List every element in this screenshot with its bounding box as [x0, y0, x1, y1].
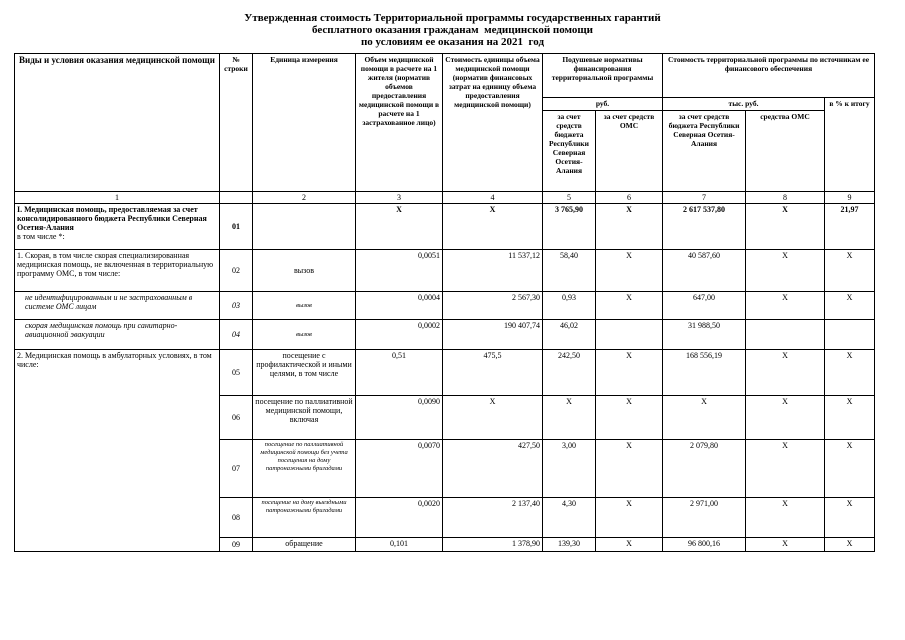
row-unit-cost: 427,50: [443, 440, 543, 498]
row-total-oms: [746, 320, 825, 350]
row-unit: вызов: [253, 320, 356, 350]
column-number: 4: [443, 192, 543, 204]
row-unit-cost: 11 537,12: [443, 250, 543, 292]
row-percent: X: [825, 498, 875, 538]
row-unit-cost: 475,5: [443, 350, 543, 396]
row-per-capita-oms: X: [596, 204, 663, 250]
table-row: [15, 292, 875, 320]
row-percent: 21,97: [825, 204, 875, 250]
row-unit-cost: 1 378,90: [443, 538, 543, 552]
row-per-capita-oms: X: [596, 498, 663, 538]
column-number-row: [15, 192, 875, 204]
row-total-oms: X: [746, 396, 825, 440]
table-row: [15, 204, 875, 250]
row-per-capita-oms: X: [596, 250, 663, 292]
row-number: 06: [220, 396, 253, 440]
row-number: 01: [220, 204, 253, 250]
row-total-budget: 40 587,60: [663, 250, 746, 292]
header-total-cost-group: Стоимость территориальной программы по источникам ее финансового обеспечения: [663, 54, 875, 98]
row-volume: X: [356, 204, 443, 250]
title-line-3: по условиям ее оказания на 2021 год: [360, 36, 545, 48]
row-per-capita-budget: 242,50: [543, 350, 596, 396]
row-unit-cost: 2 567,30: [443, 292, 543, 320]
row-percent: X: [825, 538, 875, 552]
row-total-budget: 96 800,16: [663, 538, 746, 552]
header-kinds: Виды и условия оказания медицинской помощи: [15, 54, 220, 192]
row-per-capita-oms: X: [596, 440, 663, 498]
row-name: не идентифицированным и не застрахованным в системе ОМС лицам: [15, 292, 220, 320]
header-percent: в % к итогу: [825, 98, 875, 192]
row-percent: X: [825, 396, 875, 440]
row-unit: вызов: [253, 250, 356, 292]
row-per-capita-budget: 3 765,90: [543, 204, 596, 250]
row-per-capita-budget: X: [543, 396, 596, 440]
title-line-2: бесплатного оказания гражданам медицинской помощи: [311, 24, 594, 36]
row-total-oms: X: [746, 440, 825, 498]
row-total-oms: X: [746, 538, 825, 552]
column-number: 8: [746, 192, 825, 204]
column-number: 5: [543, 192, 596, 204]
row-unit: [253, 204, 356, 250]
column-number: 6: [596, 192, 663, 204]
document-title: [0, 12, 905, 48]
column-number: 7: [663, 192, 746, 204]
row-volume: 0,51: [356, 350, 443, 396]
row-volume: 0,101: [356, 538, 443, 552]
row-number: 04: [220, 320, 253, 350]
row-total-budget: X: [663, 396, 746, 440]
column-number: 1: [15, 192, 220, 204]
row-per-capita-oms: X: [596, 538, 663, 552]
header-row-number: № строки: [220, 54, 253, 192]
row-unit-cost: X: [443, 396, 543, 440]
row-volume: 0,0002: [356, 320, 443, 350]
row-total-budget: 2 617 537,80: [663, 204, 746, 250]
row-number: 02: [220, 250, 253, 292]
row-number: 09: [220, 538, 253, 552]
column-number: 3: [356, 192, 443, 204]
header-volume: Объем медицинской помощи в расчете на 1 жителя (норматив объемов предоставления медицинской помощи в расчете на 1 застрахованное лицо): [356, 54, 443, 192]
row-per-capita-oms: [596, 320, 663, 350]
row-unit: посещение с профилактической и иными целями, в том числе: [253, 350, 356, 396]
header-thousand-rub-unit: тыс. руб.: [663, 98, 825, 111]
cost-table: [14, 53, 875, 552]
row-unit: вызов: [253, 292, 356, 320]
table-row: [15, 350, 875, 396]
row-name: I. Медицинская помощь, предоставляемая за счет консолидированного бюджета Республики Северная Осетия-Алания в том числе *:: [15, 204, 220, 250]
header-unit-cost: Стоимость единицы объема медицинской помощи (норматив финансовых затрат на единицу объема предоставления медицинской помощи): [443, 54, 543, 192]
row-total-oms: X: [746, 250, 825, 292]
row-percent: X: [825, 292, 875, 320]
header-total-budget: за счет средств бюджета Республики Северная Осетия-Алания: [663, 111, 746, 192]
table-row: [15, 320, 875, 350]
row-total-oms: X: [746, 498, 825, 538]
header-unit: Единица измерения: [253, 54, 356, 192]
row-note: в том числе *:: [17, 232, 65, 241]
column-number: [220, 192, 253, 204]
row-total-oms: X: [746, 204, 825, 250]
row-total-budget: 2 971,00: [663, 498, 746, 538]
row-unit: посещение на дому выездными патронажными бригадами: [253, 498, 356, 538]
row-unit-cost: X: [443, 204, 543, 250]
row-per-capita-budget: 139,30: [543, 538, 596, 552]
row-unit: обращение: [253, 538, 356, 552]
row-per-capita-budget: 3,00: [543, 440, 596, 498]
row-volume: 0,0090: [356, 396, 443, 440]
header-per-capita-oms: за счет средств ОМС: [596, 111, 663, 192]
table-row: [15, 250, 875, 292]
row-name: 2. Медицинская помощь в амбулаторных условиях, в том числе:: [15, 350, 220, 552]
row-name: скорая медицинская помощь при санитарно-авиационной эвакуации: [15, 320, 220, 350]
header-per-capita-budget: за счет средств бюджета Республики Северная Осетия-Алания: [543, 111, 596, 192]
row-percent: [825, 320, 875, 350]
row-per-capita-budget: 58,40: [543, 250, 596, 292]
row-volume: 0,0020: [356, 498, 443, 538]
row-total-oms: X: [746, 350, 825, 396]
title-line-1: Утвержденная стоимость Территориальной программы государственных гарантий: [244, 12, 661, 24]
row-name: 1. Скорая, в том числе скорая специализированная медицинская помощь, не включенная в территориальную программу ОМС, в том числе:: [15, 250, 220, 292]
row-number: 08: [220, 498, 253, 538]
row-number: 05: [220, 350, 253, 396]
column-number: 9: [825, 192, 875, 204]
row-per-capita-budget: 0,93: [543, 292, 596, 320]
row-per-capita-budget: 46,02: [543, 320, 596, 350]
row-per-capita-oms: X: [596, 350, 663, 396]
row-unit-cost: 190 407,74: [443, 320, 543, 350]
row-per-capita-oms: X: [596, 396, 663, 440]
row-unit: посещение по паллиативной медицинской помощи без учета посещения на дому патронажными бригадами: [253, 440, 356, 498]
header-per-capita-group: Подушевые нормативы финансирования территориальной программы: [543, 54, 663, 98]
row-number: 07: [220, 440, 253, 498]
row-volume: 0,0004: [356, 292, 443, 320]
column-number: 2: [253, 192, 356, 204]
header-total-oms: средства ОМС: [746, 111, 825, 192]
row-total-budget: 168 556,19: [663, 350, 746, 396]
row-number: 03: [220, 292, 253, 320]
row-per-capita-budget: 4,30: [543, 498, 596, 538]
row-per-capita-oms: X: [596, 292, 663, 320]
row-total-budget: 2 079,80: [663, 440, 746, 498]
row-volume: 0,0070: [356, 440, 443, 498]
row-percent: X: [825, 440, 875, 498]
row-total-oms: X: [746, 292, 825, 320]
row-volume: 0,0051: [356, 250, 443, 292]
row-percent: X: [825, 350, 875, 396]
header-rub-unit: руб.: [543, 98, 663, 111]
row-percent: X: [825, 250, 875, 292]
row-unit-cost: 2 137,40: [443, 498, 543, 538]
row-total-budget: 647,00: [663, 292, 746, 320]
row-total-budget: 31 988,50: [663, 320, 746, 350]
row-unit: посещение по паллиативной медицинской помощи, включая: [253, 396, 356, 440]
